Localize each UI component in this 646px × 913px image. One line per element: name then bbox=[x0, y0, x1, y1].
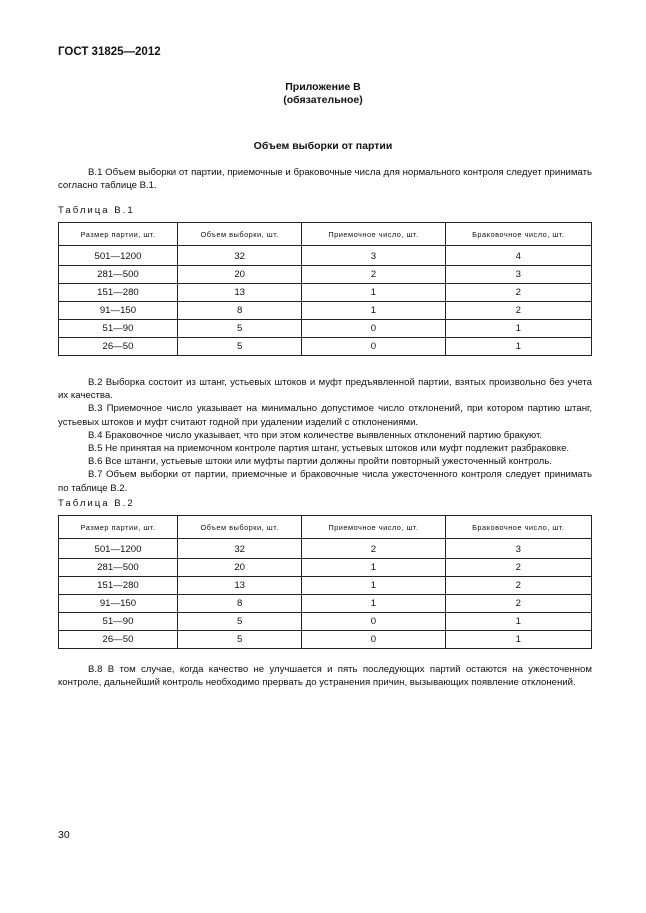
table-cell: 3 bbox=[445, 541, 591, 559]
table-row bbox=[59, 284, 592, 302]
paragraph-b3-text: В.3 Приемочное число указывает на минимально допустимое число отклонений, при котором партию штанг, устьевых штоков и муфт считают годной при удалении изделий с отклонениями. bbox=[58, 403, 592, 428]
table-cell: 151—280 bbox=[59, 577, 178, 595]
table-cell: 1 bbox=[445, 338, 591, 356]
table-cell: 13 bbox=[177, 577, 301, 595]
table1-header-row bbox=[59, 223, 592, 246]
table1-header-sample-size: Объем выборки, шт. bbox=[177, 223, 301, 246]
table-cell: 2 bbox=[445, 595, 591, 613]
table-cell: 2 bbox=[302, 266, 445, 284]
table-row bbox=[59, 613, 592, 631]
paragraph-group-b2-b7 bbox=[58, 376, 592, 495]
table-cell: 5 bbox=[177, 338, 301, 356]
table-cell: 1 bbox=[302, 595, 445, 613]
document-header: ГОСТ 31825—2012 bbox=[58, 46, 161, 58]
table2-header-lot-size: Размер партии, шт. bbox=[59, 516, 178, 539]
paragraph-b1-text: В.1 Объем выборки от партии, приемочные и браковочные числа для нормального контроля следует принимать согласно таблице В.1. bbox=[58, 167, 592, 192]
table-row bbox=[59, 559, 592, 577]
table-cell: 1 bbox=[445, 613, 591, 631]
paragraph-b5-text: В.5 Не принятая на приемочном контроле партия штанг, устьевых штоков или муфт подлежит разбраковке. bbox=[88, 443, 570, 455]
table1-header-lot-size: Размер партии, шт. bbox=[59, 223, 178, 246]
appendix-heading bbox=[0, 81, 646, 107]
table1-header-acceptance: Приемочное число, шт. bbox=[302, 223, 445, 246]
table-cell: 0 bbox=[302, 320, 445, 338]
paragraph-b1 bbox=[58, 166, 592, 192]
table-cell: 5 bbox=[177, 320, 301, 338]
table-cell: 0 bbox=[302, 631, 445, 649]
table-cell: 2 bbox=[445, 284, 591, 302]
table-cell: 1 bbox=[302, 302, 445, 320]
table-cell: 32 bbox=[177, 541, 301, 559]
paragraph-b4-text: В.4 Браковочное число указывает, что при этом количестве выявленных отклонений партию бракуют. bbox=[88, 429, 542, 441]
paragraph-b4 bbox=[58, 429, 592, 442]
table-cell: 2 bbox=[302, 541, 445, 559]
table-row bbox=[59, 302, 592, 320]
paragraph-b7 bbox=[58, 468, 592, 494]
table-row bbox=[59, 266, 592, 284]
table-cell: 1 bbox=[302, 577, 445, 595]
table-cell: 281—500 bbox=[59, 559, 178, 577]
table-cell: 1 bbox=[445, 631, 591, 649]
table-b2 bbox=[58, 515, 592, 649]
table-cell: 281—500 bbox=[59, 266, 178, 284]
table-cell: 3 bbox=[445, 266, 591, 284]
table2-caption: Таблица В.2 bbox=[58, 498, 135, 509]
table2-header-acceptance: Приемочное число, шт. bbox=[302, 516, 445, 539]
table-cell: 8 bbox=[177, 595, 301, 613]
table-cell: 2 bbox=[445, 302, 591, 320]
table-cell: 2 bbox=[445, 559, 591, 577]
table-row bbox=[59, 541, 592, 559]
table-cell: 151—280 bbox=[59, 284, 178, 302]
paragraph-b3 bbox=[58, 402, 592, 428]
table-cell: 8 bbox=[177, 302, 301, 320]
paragraph-b5 bbox=[58, 442, 592, 455]
table-row bbox=[59, 338, 592, 356]
paragraph-b6 bbox=[58, 455, 592, 468]
table2-header-sample-size: Объем выборки, шт. bbox=[177, 516, 301, 539]
paragraph-b6-text: В.6 Все штанги, устьевые штоки или муфты партии должны пройти повторный ужесточенный контроль. bbox=[88, 456, 552, 468]
table2-header-row bbox=[59, 516, 592, 539]
table-cell: 1 bbox=[445, 320, 591, 338]
table-cell: 91—150 bbox=[59, 595, 178, 613]
table-row bbox=[59, 631, 592, 649]
table-row bbox=[59, 248, 592, 266]
table-cell: 20 bbox=[177, 266, 301, 284]
table-cell: 91—150 bbox=[59, 302, 178, 320]
table-cell: 26—50 bbox=[59, 338, 178, 356]
table-row bbox=[59, 320, 592, 338]
appendix-title: Приложение В bbox=[285, 81, 361, 93]
paragraph-b8-text: В.8 В том случае, когда качество не улучшается и пять последующих партий остаются на ужесточенном контроле, дальнейший контроль необходимо прервать до устранения причин, вызывающих появление отклонений. bbox=[58, 664, 592, 689]
table-cell: 51—90 bbox=[59, 320, 178, 338]
table-cell: 4 bbox=[445, 248, 591, 266]
table-cell: 13 bbox=[177, 284, 301, 302]
table-cell: 5 bbox=[177, 613, 301, 631]
section-title: Объем выборки от партии bbox=[253, 140, 393, 152]
paragraph-b8 bbox=[58, 663, 592, 689]
paragraph-b2-text: В.2 Выборка состоит из штанг, устьевых штоков и муфт предъявленной партии, взятых произвольно без учета их качества. bbox=[58, 377, 592, 402]
paragraph-b2 bbox=[58, 376, 592, 402]
table-cell: 20 bbox=[177, 559, 301, 577]
table-cell: 501—1200 bbox=[59, 541, 178, 559]
table-cell: 51—90 bbox=[59, 613, 178, 631]
appendix-status: (обязательное) bbox=[283, 94, 363, 106]
table-b1 bbox=[58, 222, 592, 356]
table1-header-rejection: Браковочное число, шт. bbox=[445, 223, 591, 246]
table-cell: 0 bbox=[302, 338, 445, 356]
table-cell: 0 bbox=[302, 613, 445, 631]
table-row bbox=[59, 577, 592, 595]
table-cell: 5 bbox=[177, 631, 301, 649]
table-row bbox=[59, 595, 592, 613]
table1-caption: Таблица В.1 bbox=[58, 205, 135, 216]
table-cell: 2 bbox=[445, 577, 591, 595]
table-cell: 32 bbox=[177, 248, 301, 266]
table-cell: 26—50 bbox=[59, 631, 178, 649]
table2-header-rejection: Браковочное число, шт. bbox=[445, 516, 591, 539]
table-cell: 501—1200 bbox=[59, 248, 178, 266]
page-number: 30 bbox=[58, 829, 70, 841]
table-cell: 1 bbox=[302, 559, 445, 577]
table-cell: 3 bbox=[302, 248, 445, 266]
paragraph-b7-text: В.7 Объем выборки от партии, приемочные и браковочные числа ужесточенного контроля следует принимать по таблице В.2. bbox=[58, 469, 592, 494]
table-cell: 1 bbox=[302, 284, 445, 302]
